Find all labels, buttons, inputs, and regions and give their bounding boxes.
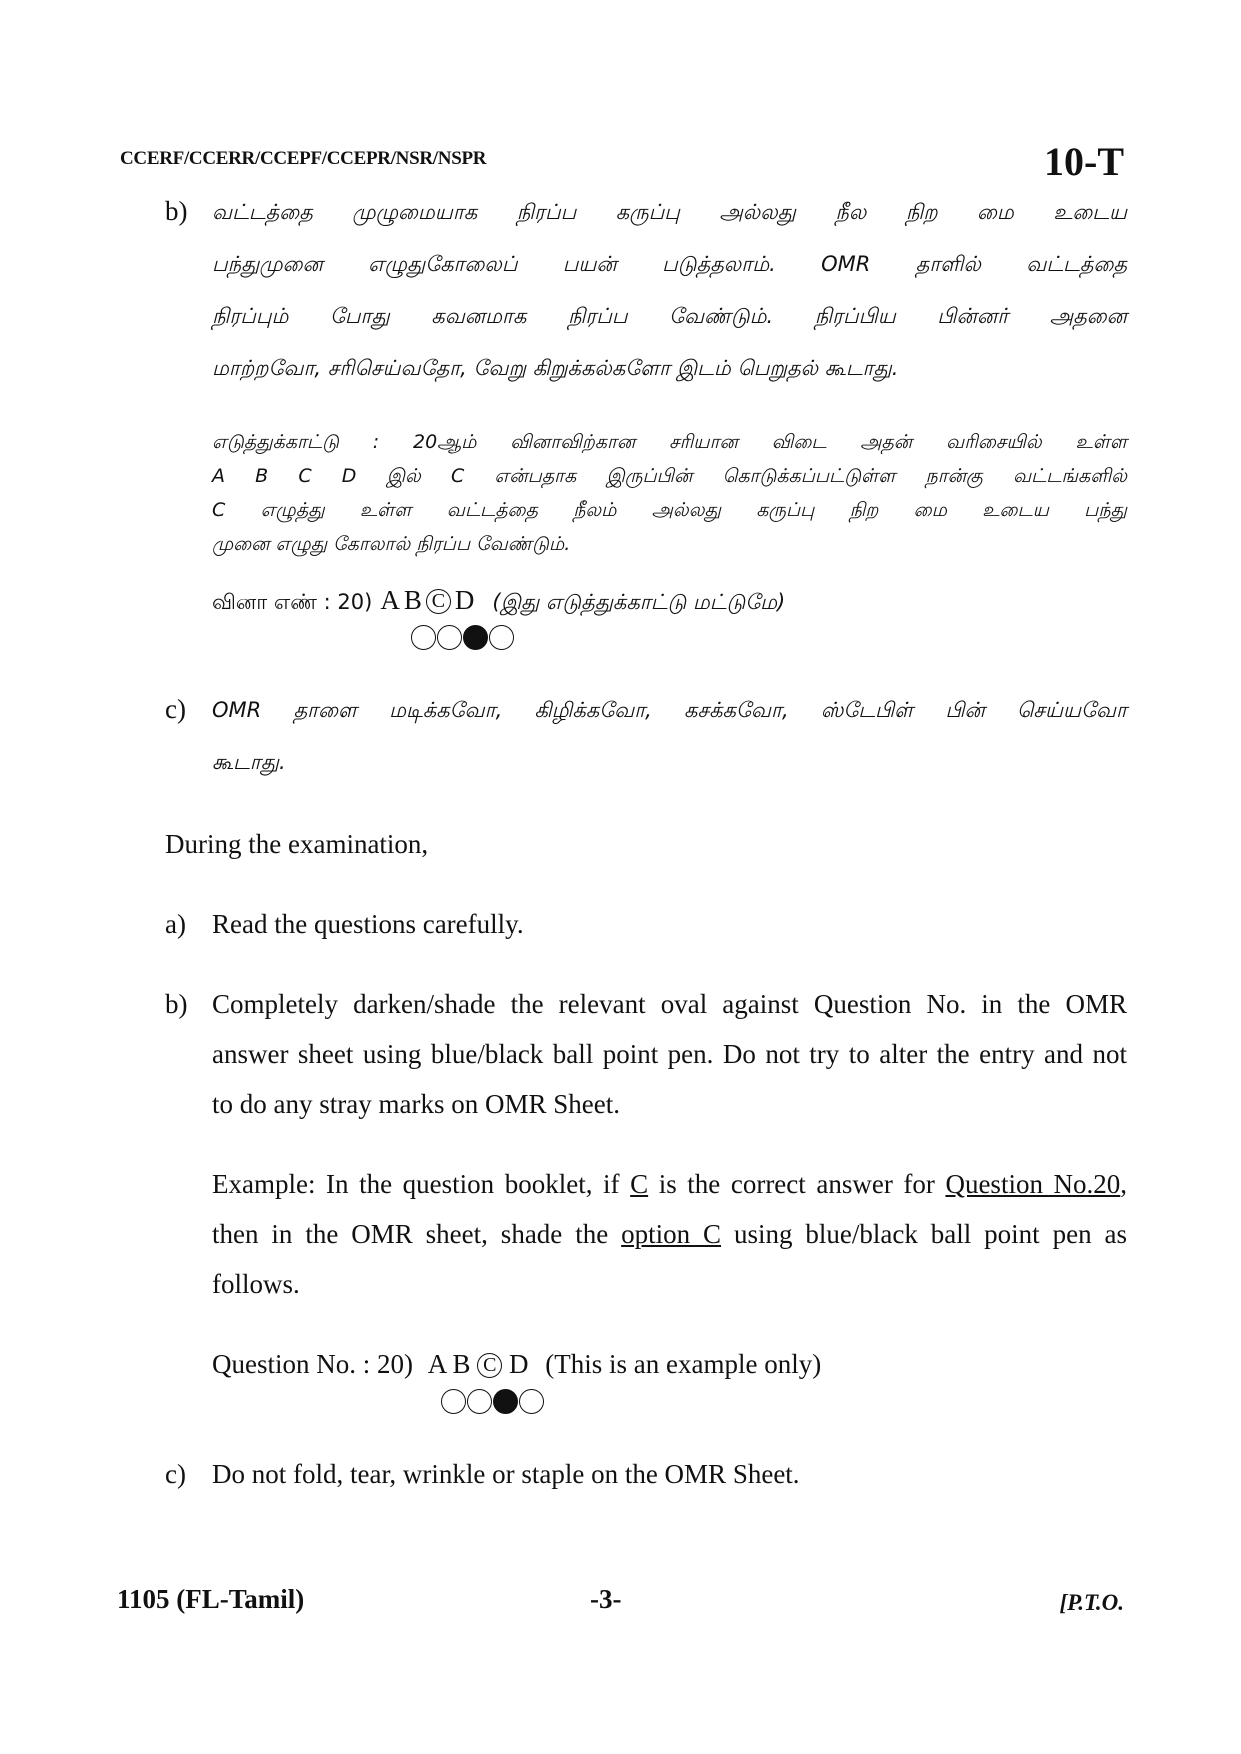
bubble-d bbox=[519, 1389, 544, 1414]
english-b-label: b) bbox=[165, 989, 188, 1019]
tamil-b-line-4: மாற்றவோ, சரிசெய்வதோ, வேறு கிறுக்கல்களோ இடம் பெறுதல் கூடாது. bbox=[212, 356, 899, 380]
tamil-opt-d: D bbox=[454, 585, 475, 615]
english-question-prefix: Question No. : 20) bbox=[212, 1349, 413, 1379]
tamil-example-line-2: A B C D இல் C என்பதாக இருப்பின் கொடுக்கப்பட்டுள்ள நான்கு வட்டங்களில் bbox=[212, 465, 1127, 487]
tamil-example-line-4: முனை எழுது கோலால் நிரப்ப வேண்டும். bbox=[212, 533, 571, 555]
tamil-question-example bbox=[212, 580, 785, 620]
english-opt-d: D bbox=[509, 1349, 529, 1379]
tamil-b-line-3: நிரப்பும் போது கவனமாக நிரப்ப வேண்டும். நிரப்பிய பின்னர் அதனை bbox=[212, 304, 1127, 328]
tamil-b-label: b) bbox=[165, 196, 188, 226]
tamil-b-line-1: வட்டத்தை முழுமையாக நிரப்ப கருப்பு அல்லது நீல நிற மை உடைய bbox=[212, 200, 1127, 224]
bubble-b bbox=[467, 1389, 492, 1414]
footer-paper-code: 1105 (FL-Tamil) bbox=[117, 1584, 305, 1614]
english-question-example bbox=[212, 1344, 821, 1384]
bubble-a bbox=[441, 1389, 466, 1414]
example-l2-underline-option: option C bbox=[621, 1219, 722, 1249]
tamil-c-line-2: கூடாது. bbox=[212, 750, 286, 774]
tamil-opt-a: A bbox=[380, 585, 400, 615]
example-l1-underline-question: Question No.20 bbox=[945, 1169, 1121, 1199]
bubble-d bbox=[489, 625, 514, 650]
tamil-example-line-1: எடுத்துக்காட்டு : 20ஆம் வினாவிற்கான சரியான விடை அதன் வரிசையில் உள்ள bbox=[212, 431, 1127, 453]
tamil-question-prefix: வினா எண் : 20) bbox=[212, 590, 373, 614]
english-omr-bubbles bbox=[441, 1389, 544, 1414]
english-b-line-2: answer sheet using blue/black ball point pen. Do not try to alter the entry and not bbox=[212, 1039, 1127, 1069]
english-c-label: c) bbox=[165, 1459, 186, 1489]
english-a-label: a) bbox=[165, 909, 186, 939]
footer-pto: [P.T.O. bbox=[1059, 1590, 1124, 1615]
english-question-note: (This is an example only) bbox=[545, 1349, 822, 1379]
tamil-b-line-2: பந்துமுனை எழுதுகோலைப் பயன் படுத்தலாம். OMR தாளில் வட்டத்தை bbox=[212, 252, 1127, 276]
example-l1-underline-c: C bbox=[630, 1169, 649, 1199]
english-example-line-2 bbox=[212, 1214, 1127, 1254]
example-l1-post: , bbox=[1120, 1169, 1128, 1199]
bubble-a bbox=[411, 625, 436, 650]
tamil-question-note: (இது எடுத்துக்காட்டு மட்டுமே) bbox=[492, 590, 786, 614]
english-c-text: Do not fold, tear, wrinkle or staple on the OMR Sheet. bbox=[212, 1459, 800, 1489]
tamil-opt-b: B bbox=[403, 585, 422, 615]
english-b-line-3: to do any stray marks on OMR Sheet. bbox=[212, 1089, 620, 1119]
footer-page-number: -3- bbox=[590, 1584, 622, 1614]
bubble-c-filled bbox=[463, 625, 488, 650]
english-example-line-3: follows. bbox=[212, 1269, 300, 1299]
tamil-c-line-1: OMR தாளை மடிக்கவோ, கிழிக்கவோ, கசக்கவோ, ஸ்டேபிள் பின் செய்யவோ bbox=[212, 698, 1127, 722]
english-a-text: Read the questions carefully. bbox=[212, 909, 524, 939]
english-opt-c-circled: C bbox=[477, 1353, 502, 1378]
bubble-b bbox=[437, 625, 462, 650]
tamil-c-label: c) bbox=[165, 694, 186, 724]
example-l1-pre: Example: In the question booklet, if bbox=[212, 1169, 620, 1199]
paper-code: 10-T bbox=[1044, 139, 1124, 184]
english-intro: During the examination, bbox=[165, 829, 429, 859]
bubble-c-filled bbox=[493, 1389, 518, 1414]
example-l2-pre: then in the OMR sheet, shade the bbox=[212, 1219, 609, 1249]
english-opt-b: B bbox=[452, 1349, 471, 1379]
tamil-omr-bubbles bbox=[411, 625, 514, 650]
exam-codes: CCERF/CCERR/CCEPF/CCEPR/NSR/NSPR bbox=[120, 148, 487, 169]
english-b-line-1: Completely darken/shade the relevant oval against Question No. in the OMR bbox=[212, 989, 1127, 1019]
english-example-line-1 bbox=[212, 1164, 1127, 1204]
tamil-opt-c-circled: C bbox=[426, 589, 451, 614]
example-l2-post: using blue/black ball point pen as bbox=[733, 1219, 1127, 1249]
english-opt-a: A bbox=[427, 1349, 446, 1379]
tamil-example-line-3: C எழுத்து உள்ள வட்டத்தை நீலம் அல்லது கருப்பு நிற மை உடைய பந்து bbox=[212, 499, 1127, 521]
example-l1-mid: is the correct answer for bbox=[658, 1169, 935, 1199]
